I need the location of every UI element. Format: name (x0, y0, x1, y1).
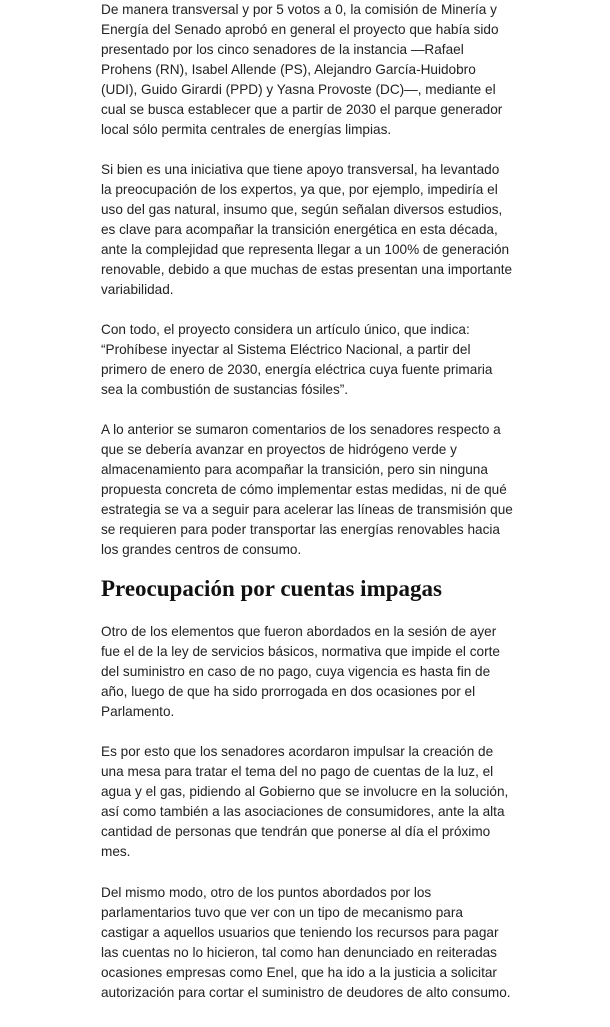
article-paragraph: Del mismo modo, otro de los puntos abordados por los parlamentarios tuvo que ver con un tipo de mecanismo para castigar a aquellos usuarios que teniendo los recursos para pagar las cuentas no lo hicieron, tal como han denunciado en reiteradas ocasiones empresas como Enel, que ha ido a la justicia a solicitar autorización para cortar el suministro de deudores de alto consumo. (101, 885, 511, 1000)
article-paragraph: Con todo, el proyecto considera un artículo único, que indica: “Prohíbese inyectar al Sistema Eléctrico Nacional, a partir del primero de enero de 2030, energía eléctrica cuya fuente primaria sea la combustión de sustancias fósiles”. (101, 322, 493, 397)
article-paragraph: De manera transversal y por 5 votos a 0, la comisión de Minería y Energía del Senado aprobó en general el proyecto que había sido presentado por los cinco senadores de la instancia —Rafael Prohens (RN), Isabel Allende (PS), Alejandro García-Huidobro (UDI), Guido Girardi (PPD) y Yasna Provoste (DC)—, mediante el cual se busca establecer que a partir de 2030 el parque generador local sólo permita centrales de energías limpias. (101, 2, 503, 137)
article-paragraph: A lo anterior se sumaron comentarios de los senadores respecto a que se debería avanzar en proyectos de hidrógeno verde y almacenamiento para acompañar la transición, pero sin ninguna propuesta concreta de cómo implementar estas medidas, ni de qué estrategia se va a seguir para acelerar las líneas de transmisión que se requieren para poder transportar las energías renovables hacia los grandes centros de consumo. (101, 422, 513, 557)
article-paragraph: Es por esto que los senadores acordaron impulsar la creación de una mesa para tratar el tema del no pago de cuentas de la luz, el agua y el gas, pidiendo al Gobierno que se involucre en la solución, así como también a las asociaciones de consumidores, ante la alta cantidad de personas que tendrán que ponerse al día el próximo mes. (101, 744, 509, 859)
section-heading: Preocupación por cuentas impagas (101, 576, 442, 601)
article-paragraph: Otro de los elementos que fueron abordados en la sesión de ayer fue el de la ley de servicios básicos, normativa que impide el corte del suministro en caso de no pago, cuya vigencia es hasta fin de año, luego de que ha sido prorrogada en dos ocasiones por el Parlamento. (101, 624, 500, 719)
article-paragraph: Si bien es una iniciativa que tiene apoyo transversal, ha levantado la preocupación de los expertos, ya que, por ejemplo, impediría el uso del gas natural, insumo que, según señalan diversos estudios, es clave para acompañar la transición energética en esta década, ante la complejidad que representa llegar a un 100% de generación renovable, debido a que muchas de estas presentan una importante variabilidad. (101, 162, 513, 297)
